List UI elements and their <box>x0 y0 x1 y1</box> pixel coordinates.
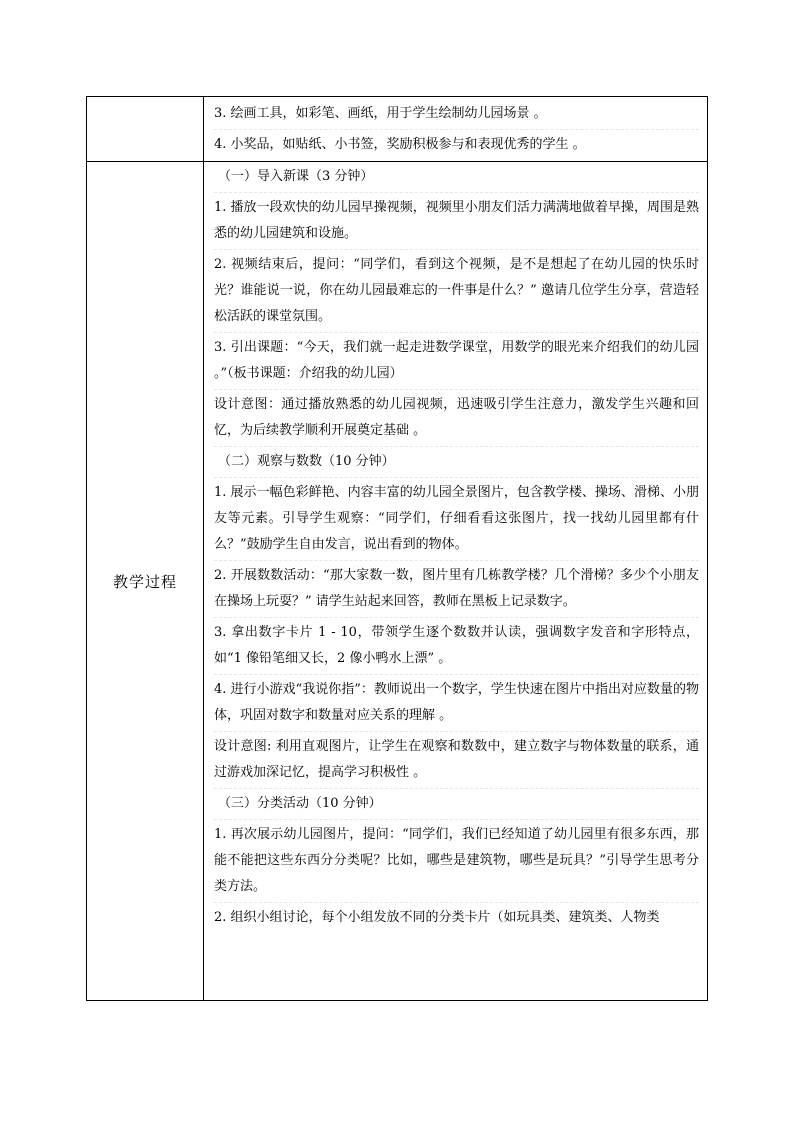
materials-item: 3. 绘画工具，如彩笔、画纸，用于学生绘制幼儿园场景 。 <box>214 99 699 130</box>
materials-label-cell <box>87 97 204 162</box>
process-paragraph: 2. 开展数数活动：“那大家数一数，图片里有几栋教学楼？几个滑梯？多少个小朋友在操场上玩耍？” 请学生站起来回答，教师在黑板上记录数字。 <box>214 561 699 618</box>
process-row <box>87 162 708 1001</box>
process-paragraph: 2. 视频结束后，提问：“同学们，看到这个视频，是不是想起了在幼儿园的快乐时光？谁能说一说，你在幼儿园最难忘的一件事是什么？” 邀请几位学生分享，营造轻松活跃的课堂氛围。 <box>214 250 699 333</box>
process-paragraph: 2. 组织小组讨论，每个小组发放不同的分类卡片（如玩具类、建筑类、人物类 <box>214 910 660 925</box>
process-label: 教学过程 <box>87 162 204 1001</box>
materials-row <box>87 97 708 162</box>
process-paragraph: 1. 播放一段欢快的幼儿园早操视频，视频里小朋友们活力满满地做着早操，周围是熟悉的幼儿园建筑和设施。 <box>214 193 699 250</box>
process-paragraph: 3. 引出课题：“今天，我们就一起走进数学课堂，用数学的眼光来介绍我们的幼儿园 。”（板书课题：介绍我的幼儿园） <box>214 333 699 390</box>
process-content-cell <box>204 162 708 1001</box>
process-paragraph: 4. 进行小游戏“我说你指”：教师说出一个数字，学生快速在图片中指出对应数量的物体，巩固对数字和数量对应关系的理解 。 <box>214 675 699 732</box>
process-paragraph: 3. 拿出数字卡片 1 - 10，带领学生逐个数数并认读，强调数字发音和字形特点，如“1 像铅笔细又长，2 像小鸭水上漂” 。 <box>214 618 699 675</box>
materials-item: 4. 小奖品，如贴纸、小书签，奖励积极参与和表现优秀的学生 。 <box>214 137 586 152</box>
process-paragraph: 1. 展示一幅色彩鲜艳、内容丰富的幼儿园全景图片，包含教学楼、操场、滑梯、小朋友等元素。引导学生观察：“同学们，仔细看看这张图片，找一找幼儿园里都有什么？”鼓励学生自由发言，说出看到的物体。 <box>214 478 699 561</box>
section-heading: （二）观察与数数（10 分钟） <box>214 447 699 478</box>
lesson-plan-table <box>86 96 708 1001</box>
design-intent: 设计意图：通过播放熟悉的幼儿园视频，迅速吸引学生注意力，激发学生兴趣和回忆，为后续教学顺利开展奠定基础 。 <box>214 390 699 447</box>
section-heading: （一）导入新课（3 分钟） <box>214 162 699 193</box>
process-paragraph: 1. 再次展示幼儿园图片，提问：“同学们，我们已经知道了幼儿园里有很多东西，那能不能把这些东西分分类呢？比如，哪些是建筑物，哪些是玩具？”引导学生思考分类方法。 <box>214 820 699 903</box>
materials-content-cell <box>204 97 708 162</box>
design-intent: 设计意图: 利用直观图片，让学生在观察和数数中，建立数字与物体数量的联系，通过游戏加深记忆，提高学习积极性 。 <box>214 732 699 789</box>
section-heading: （三）分类活动（10 分钟） <box>214 789 699 820</box>
